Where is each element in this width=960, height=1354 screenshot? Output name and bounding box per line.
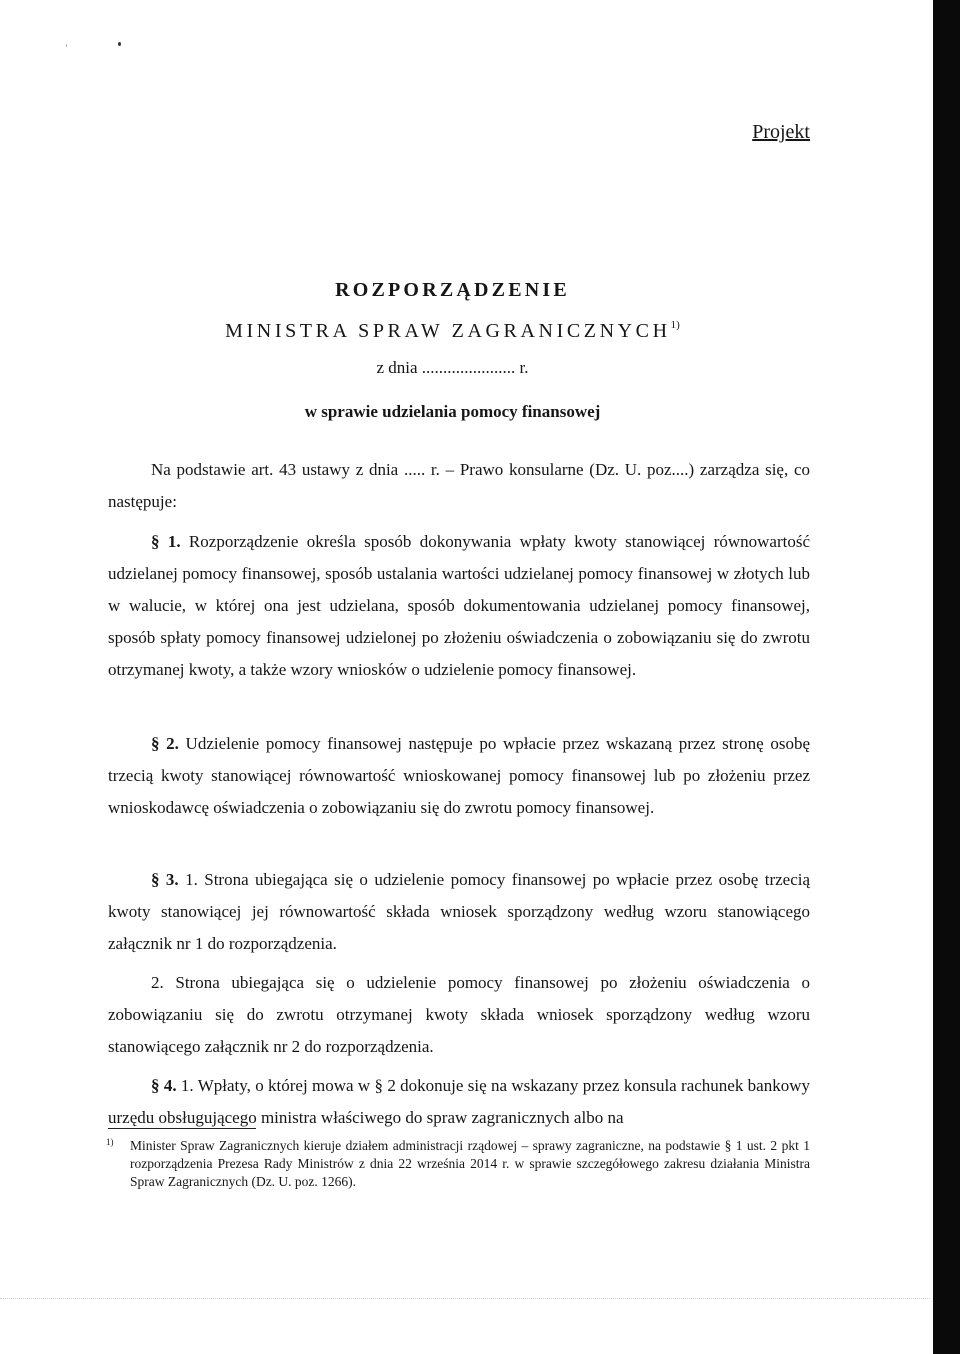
section-number: § 2.	[151, 734, 179, 753]
document-subject: w sprawie udzielania pomocy finansowej	[304, 402, 601, 421]
section-body: Udzielenie pomocy finansowej następuje po wpłacie przez wskazaną przez stronę osobę trzecią kwoty stanowiącej równowartość wnioskowanej pomocy finansowej lub po złożeniu przez wnioskodawcę oświadczenia o zobowiązaniu się do zwrotu pomocy finansowej.	[108, 734, 811, 817]
section-1-text	[108, 526, 810, 686]
section-3-text	[108, 864, 810, 960]
section-3-point-2	[108, 967, 810, 1063]
section-4-text	[108, 1070, 810, 1134]
section-body: 1. Wpłaty, o której mowa w § 2 dokonuje się na wskazany przez konsula rachunek bankowy urzędu obsługującego ministra właściwego do spraw zagranicznych albo na	[108, 1076, 811, 1127]
section-number: § 1.	[151, 532, 181, 551]
section-number: § 3.	[151, 870, 179, 889]
section-3-point-2-text: 2. Strona ubiegająca się o udzielenie pomocy finansowej po złożeniu oświadczenia o zobowiązaniu się do zwrotu otrzymanej kwoty składa wniosek sporządzony według wzoru stanowiącego załącznik nr 2 do rozporządzenia.	[108, 973, 810, 1056]
issue-date-line: z dnia ...................... r.	[376, 358, 529, 377]
section-2	[108, 728, 810, 824]
section-1	[108, 526, 810, 686]
document-title: ROZPORZĄDZENIE	[335, 279, 570, 301]
scan-speck	[118, 42, 121, 46]
section-number: § 4.	[151, 1076, 177, 1095]
authority-name: MINISTRA SPRAW ZAGRANICZNYCH	[225, 320, 671, 342]
legal-basis-text: Na podstawie art. 43 ustawy z dnia ..... r. – Prawo konsularne (Dz. U. poz....) zarządza się, co następuje:	[108, 460, 810, 511]
footnote-mark: 1)	[106, 1137, 114, 1147]
draft-status-label: Projekt	[752, 121, 810, 143]
issuing-authority	[0, 319, 905, 343]
section-2-text	[108, 728, 810, 824]
scan-artifact-line	[0, 1298, 930, 1299]
footnote-reference: 1)	[670, 319, 680, 331]
section-body: 1. Strona ubiegająca się o udzielenie pomocy finansowej po wpłacie przez osobę trzecią kwoty stanowiącej jej równowartość składa wniosek sporządzony według wzoru stanowiącego załącznik nr 1 do rozporządzenia.	[108, 870, 811, 953]
footnote	[106, 1137, 810, 1191]
section-4	[108, 1070, 810, 1134]
scan-edge-shadow	[933, 0, 960, 1354]
footnote-text: Minister Spraw Zagranicznych kieruje działem administracji rządowej – sprawy zagraniczne, na podstawie § 1 ust. 2 pkt 1 rozporządzenia Prezesa Rady Ministrów z dnia 22 września 2014 r. w sprawie szczegółowego zakresu działania Ministra Spraw Zagranicznych (Dz. U. poz. 1266).	[130, 1138, 810, 1189]
scan-speck	[66, 44, 67, 47]
legal-basis-paragraph	[108, 454, 810, 518]
section-3	[108, 864, 810, 960]
footnote-divider	[108, 1128, 256, 1129]
section-body: Rozporządzenie określa sposób dokonywania wpłaty kwoty stanowiącej równowartość udzielanej pomocy finansowej, sposób ustalania wartości udzielanej pomocy finansowej w złotych lub w walucie, w której ona jest udzielana, sposób dokumentowania udzielanej pomocy finansowej, sposób spłaty pomocy finansowej udzielonej po złożeniu oświadczenia o zobowiązaniu się do zwrotu otrzymanej kwoty, a także wzory wniosków o udzielenie pomocy finansowej.	[108, 532, 811, 679]
